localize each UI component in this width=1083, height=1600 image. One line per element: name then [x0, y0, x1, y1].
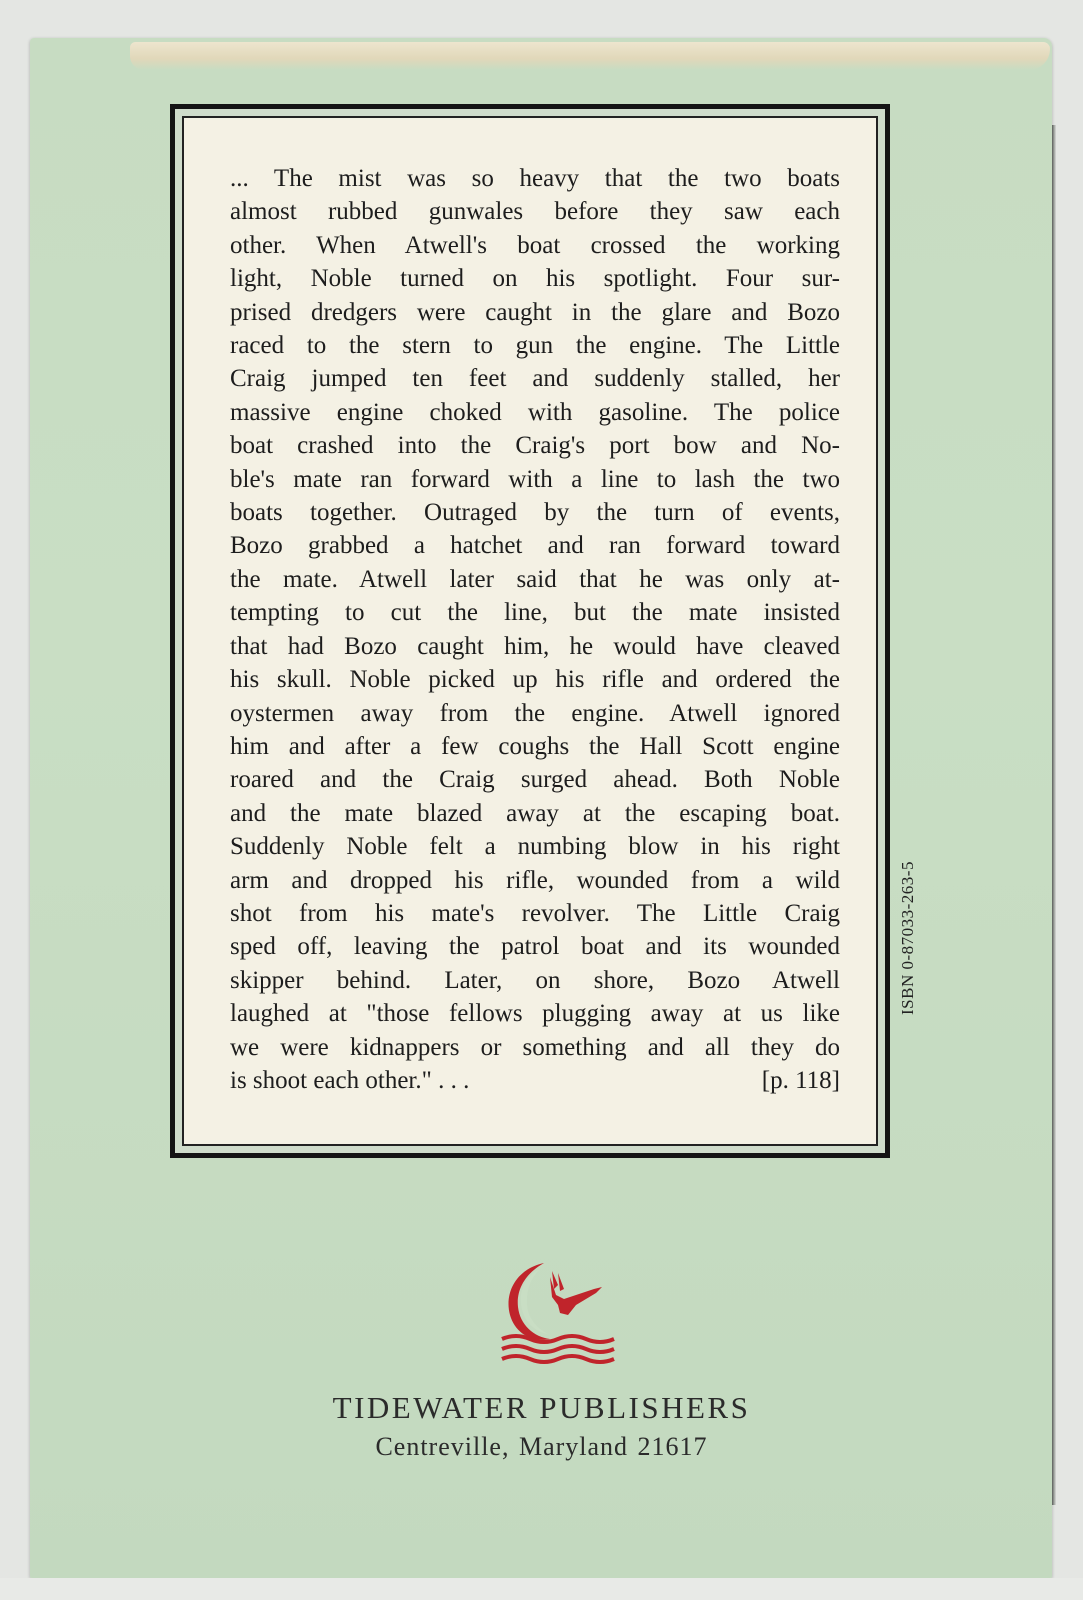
publisher-city: Centreville, Maryland 21617 [375, 1432, 708, 1461]
excerpt-line: boats together. Outraged by the turn of events, [230, 499, 840, 527]
excerpt-line: skipper behind. Later, on shore, Bozo Atwell [230, 966, 840, 994]
excerpt-line: massive engine choked with gasoline. The police [230, 398, 840, 426]
excerpt-line: raced to the stern to gun the engine. The Little [230, 332, 840, 360]
excerpt-line: prised dredgers were caught in the glare and Bozo [230, 298, 840, 326]
excerpt-line: his skull. Noble picked up his rifle and ordered the [230, 666, 840, 694]
excerpt-frame [170, 104, 890, 1158]
publisher-name: TIDEWATER PUBLISHERS [332, 1390, 751, 1425]
excerpt-closing-text: is shoot each other." . . . [230, 1066, 470, 1094]
worn-top-edge [130, 42, 1050, 70]
excerpt-line: other. When Atwell's boat crossed the working [230, 231, 840, 259]
isbn-number: ISBN 0-87033-263-5 [898, 861, 917, 1015]
excerpt-line: Suddenly Noble felt a numbing blow in his right [230, 833, 840, 861]
excerpt-line: roared and the Craig surged ahead. Both Noble [230, 766, 840, 794]
excerpt-line: him and after a few coughs the Hall Scott engine [230, 732, 840, 760]
excerpt-line: oystermen away from the engine. Atwell ignored [230, 699, 840, 727]
excerpt-line: light, Noble turned on his spotlight. Four sur- [230, 265, 840, 293]
excerpt-line: Bozo grabbed a hatchet and ran forward toward [230, 532, 840, 560]
background-surface [0, 1578, 1083, 1600]
excerpt-line: tempting to cut the line, but the mate insisted [230, 599, 840, 627]
excerpt-line: that had Bozo caught him, he would have cleaved [230, 632, 840, 660]
excerpt-text [230, 162, 840, 1097]
excerpt-line: the mate. Atwell later said that he was only at- [230, 565, 840, 593]
excerpt-line: sped off, leaving the patrol boat and its wounded [230, 933, 840, 961]
excerpt-line: ble's mate ran forward with a line to lash the two [230, 465, 840, 493]
excerpt-line: Craig jumped ten feet and suddenly stalled, her [230, 365, 840, 393]
excerpt-line: laughed at "those fellows plugging away at us like [230, 1000, 840, 1028]
excerpt-panel [182, 116, 878, 1146]
excerpt-line: almost rubbed gunwales before they saw each [230, 198, 840, 226]
excerpt-line: boat crashed into the Craig's port bow and No- [230, 432, 840, 460]
excerpt-line: ... The mist was so heavy that the two boats [230, 165, 840, 192]
excerpt-line: arm and dropped his rifle, wounded from a wild [230, 866, 840, 894]
moon-bird-waves-logo-icon [498, 1255, 618, 1365]
excerpt-line: shot from his mate's revolver. The Little Craig [230, 899, 840, 927]
excerpt-last-line [230, 1064, 840, 1097]
excerpt-line: and the mate blazed away at the escaping boat. [230, 799, 840, 827]
page-reference: [p. 118] [761, 1066, 840, 1094]
excerpt-line: we were kidnappers or something and all they do [230, 1033, 840, 1061]
